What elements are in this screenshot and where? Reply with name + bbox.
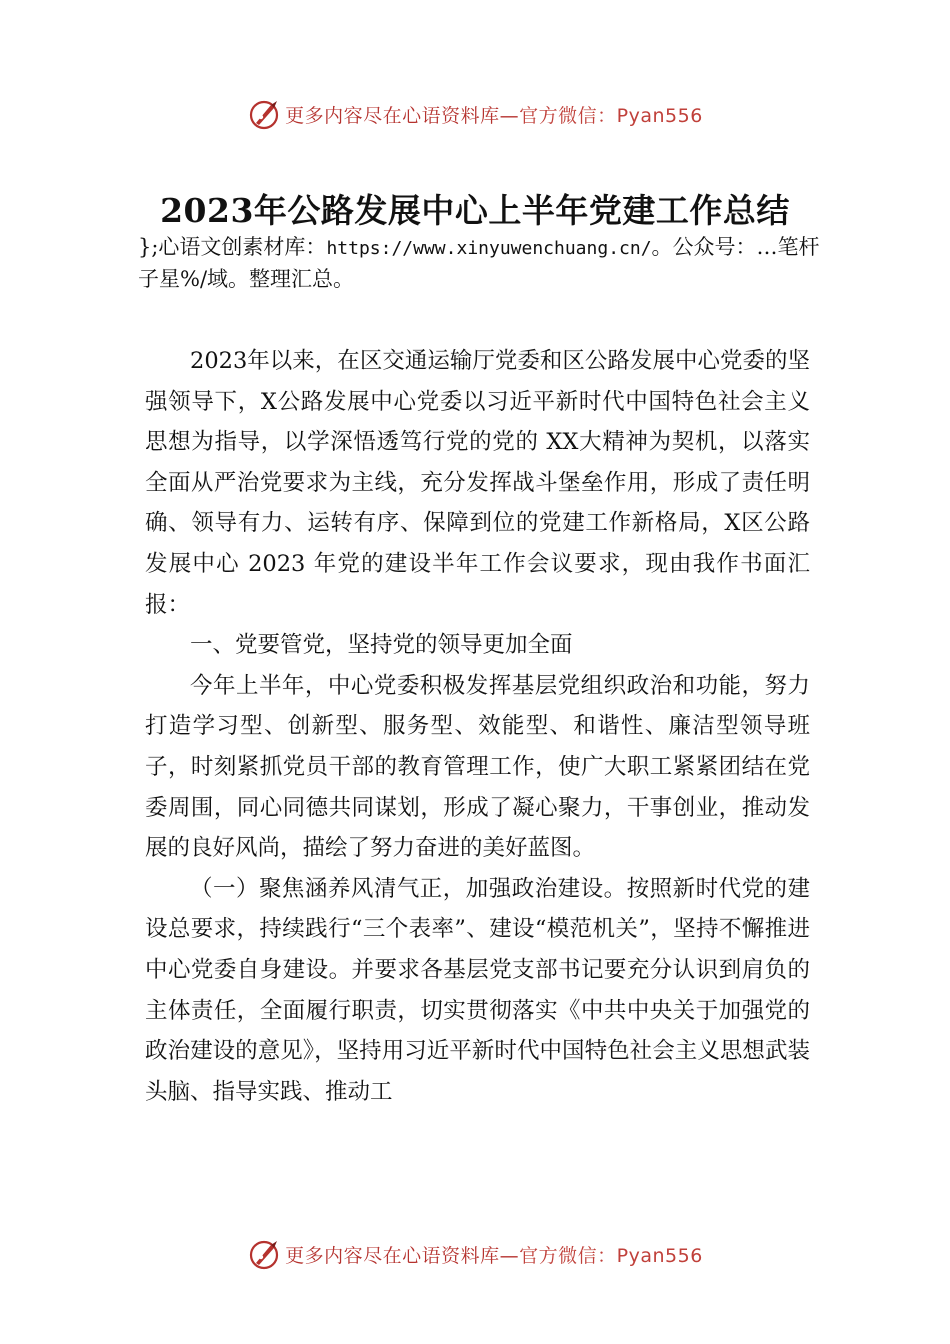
section-heading-1: 一、党要管党，坚持党的领导更加全面 [190, 632, 573, 659]
source-line [138, 232, 828, 294]
banner-text: 更多内容尽在心语资料库—官方微信：Pyan556 [285, 104, 703, 127]
banner-text: 更多内容尽在心语资料库—官方微信：Pyan556 [285, 1244, 703, 1267]
page-title: 2023年公路发展中心上半年党建工作总结 [160, 191, 790, 230]
pen-quill-logo-icon [247, 97, 281, 131]
paragraph-section-1: 今年上半年，中心党委积极发挥基层党组织政治和功能，努力打造学习型、创新型、服务型、效能型、和谐性、廉洁型领导班子，时刻紧抓党员干部的教育管理工作，使广大职工紧紧团结在党委周围，同心同德共同谋划，形成了凝心聚力，干事创业，推动发展的良好风尚，描绘了努力奋进的美好蓝图。 [145, 672, 810, 862]
header-banner [0, 94, 950, 134]
footer-banner [0, 1234, 950, 1274]
pen-quill-logo-icon [247, 1237, 281, 1271]
paragraph-intro: 2023年以来，在区交通运输厅党委和区公路发展中心党委的坚强领导下，X公路发展中心党委以习近平新时代中国特色社会主义思想为指导，以学深悟透笃行党的党的 XX大精神为契机，以落实全面从严治党要求为主线，充分发挥战斗堡垒作用，形成了责任明确、领导有力、运转有序、保障到位的党建工作新格局，X区公路发展中心 2023 年党的建设半年工作会议要求，现由我作书面汇报： [145, 348, 810, 618]
document-body [145, 341, 810, 1112]
source-prefix: };心语文创素材库： [138, 235, 327, 259]
paragraph-subsection-1: （一）聚焦涵养风清气正，加强政治建设。按照新时代党的建设总要求，持续践行“三个表率”、建设“模范机关”，坚持不懈推进中心党委自身建设。并要求各基层党支部书记要充分认识到肩负的主体责任，全面履行职责，切实贯彻落实《中共中央关于加强党的政治建设的意见》，坚持用习近平新时代中国特色社会主义思想武装头脑、指导实践、推动工 [145, 875, 810, 1105]
source-suffix: 。公众号：…笔杆子星%/域。整理汇总。 [138, 235, 820, 291]
source-url: https://www.xinyuwenchuang.cn/ [326, 238, 652, 259]
